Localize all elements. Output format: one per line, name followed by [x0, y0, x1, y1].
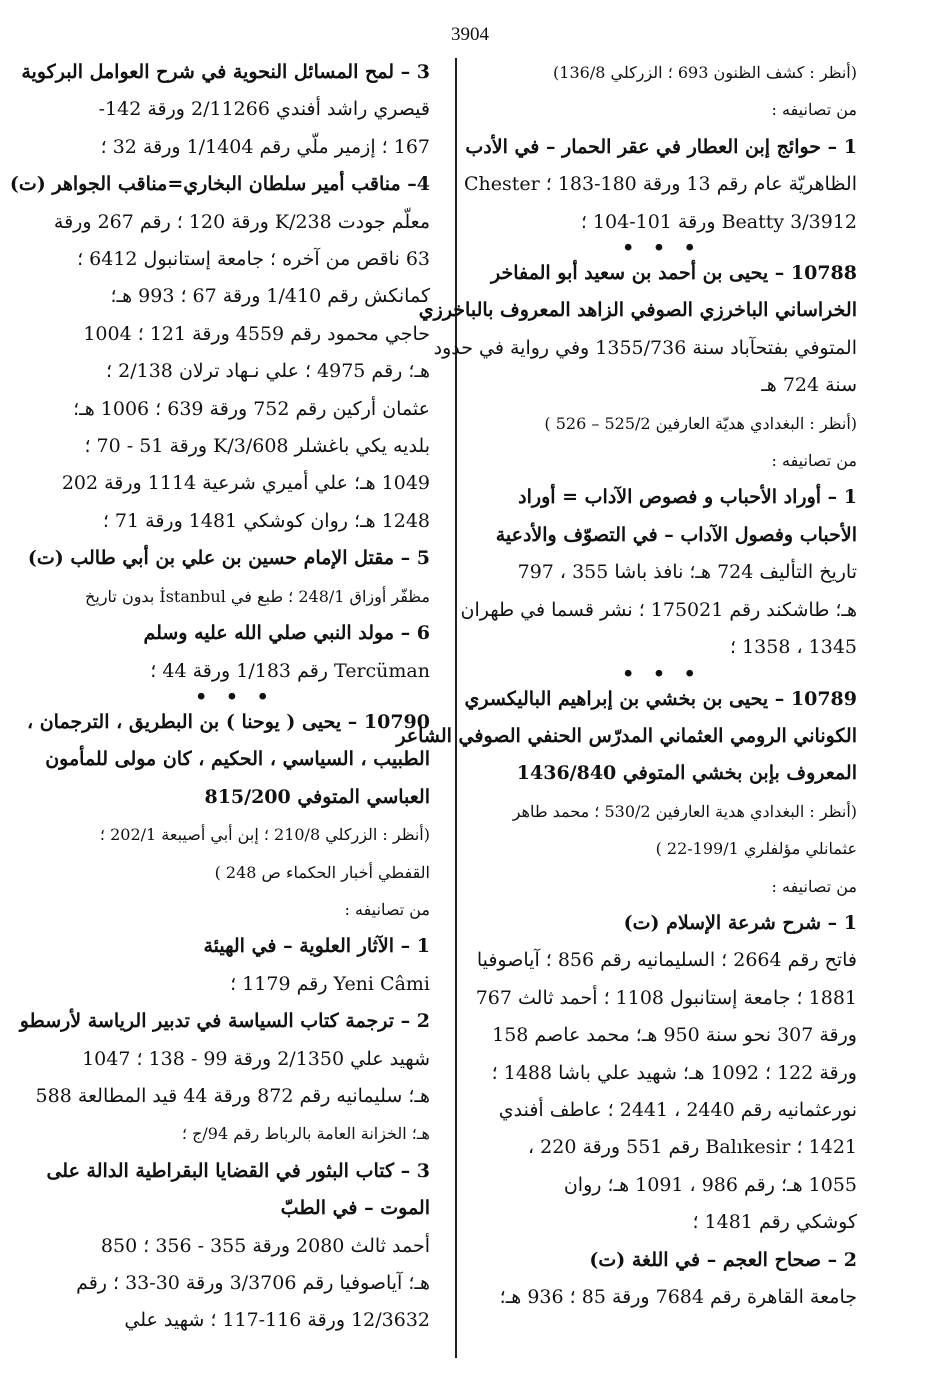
- entry-heading-line: الموت – في الطبّ: [280, 1197, 430, 1220]
- text-line: معلّم جودت 238/K ورقة 120 ؛ رقم 267 ورقة: [53, 210, 430, 233]
- text-line: 1055 هـ؛ رقم 986 ، 1091 هـ؛ روان: [563, 1173, 857, 1196]
- text-line: هـ؛ الخزانة العامة بالرباط رقم 94/ج ؛: [181, 1124, 430, 1144]
- text-line: من تصانيفه :: [771, 100, 857, 120]
- text-line: سنة 724 هـ: [761, 374, 857, 397]
- entry-separator: • • •: [622, 237, 702, 260]
- text-line: 12/3632 ورقة 116-117 ؛ شهيد علي: [124, 1309, 430, 1332]
- page-number: 3904: [451, 24, 489, 45]
- entry-heading-line: الأحباب وفصول الآداب – في التصوّف والأدعية: [495, 523, 857, 546]
- text-line: هـ؛ سليمانيه رقم 872 ورقة 44 قيد المطالعة 588: [35, 1084, 430, 1107]
- text-line: 1421 ؛ Balıkesir رقم 551 ورقة 220 ،: [528, 1136, 857, 1159]
- text-line: 1049 هـ؛ علي أميري شرعية 1114 ورقة 202: [61, 472, 430, 495]
- text-line: 1881 ؛ جامعة إستانبول 1108 ؛ أحمد ثالث 767: [475, 986, 857, 1009]
- entry-heading-line: 1 – أوراد الأحباب و فصوص الآداب = أوراد: [518, 486, 857, 509]
- text-line: 63 ناقص من آخره ؛ جامعة إستانبول 6412 ؛: [77, 248, 430, 271]
- text-line: المتوفي بفتحآباد سنة 1355/736 وفي رواية في حدود: [433, 336, 857, 359]
- text-line: نورعثمانيه رقم 2440 ، 2441 ؛ عاطف أفندي: [498, 1098, 857, 1121]
- entry-heading-line: 4– مناقب أمير سلطان البخاري=مناقب الجواهر (ت): [9, 173, 430, 196]
- text-line: عثمانلي مؤلفلري 199/1-22 ): [655, 839, 857, 859]
- text-line: حاجي محمود رقم 4559 ورقة 121 ؛ 1004: [83, 322, 430, 345]
- text-line: هـ؛ آياصوفيا رقم 3/3706 ورقة 30-33 ؛ رقم: [76, 1272, 430, 1294]
- text-line: الظاهريّة عام رقم 13 ورقة 180-183 ؛ Chester: [463, 173, 857, 196]
- text-line: (أنظر : كشف الظنون 693 ؛ الزركلي 136/8): [553, 63, 857, 82]
- entry-heading-line: 5 – مقتل الإمام حسين بن علي بن أبي طالب (ت): [27, 547, 430, 570]
- text-line: قيصري راشد أفندي 2/11266 ورقة 142-: [98, 98, 430, 121]
- right-column: [396, 54, 857, 1316]
- entry-heading-line: 1 – الآثار العلوية – في الهيئة: [203, 935, 430, 958]
- entry-heading-line: المعروف بإبن بخشي المتوفي 1436/840: [516, 762, 857, 785]
- text-line: ورقة 122 ؛ 1092 هـ؛ شهيد علي باشا 1488 ؛: [491, 1061, 857, 1084]
- text-line: Tercüman رقم 1/183 ورقة 44 ؛: [150, 659, 430, 682]
- entry-heading-line: 3 – لمح المسائل النحوية في شرح العوامل البركوية: [21, 61, 430, 83]
- text-line: 1248 هـ؛ روان كوشكي 1481 ورقة 71 ؛: [102, 509, 430, 532]
- column-divider: [455, 58, 457, 1358]
- text-line: 1345 ، 1358 ؛: [729, 636, 857, 659]
- text-line: عثمان أركين رقم 752 ورقة 639 ؛ 1006 هـ؛: [73, 397, 430, 420]
- text-line: Yeni Câmi رقم 1179 ؛: [230, 972, 430, 995]
- entry-heading-line: 6 – مولد النبي صلي الله عليه وسلم: [143, 622, 430, 645]
- entry-heading-line: 2 – صحاح العجم – في اللغة (ت): [589, 1248, 857, 1271]
- text-line: 167 ؛ إزمير ملّي رقم 1/1404 ورقة 32 ؛: [100, 135, 430, 158]
- entry-heading-line: 10789 – يحيى بن بخشي بن إبراهيم الباليكسري: [464, 687, 857, 710]
- text-line: هـ؛ طاشكند رقم 175021 ؛ نشر قسما في طهران: [460, 598, 857, 621]
- entry-heading-line: 3 – كتاب البثور في القضايا البقراطية الدالة على: [46, 1159, 430, 1182]
- entry-heading-line: الطبيب ، السياسي ، الحكيم ، كان مولى للمأمون: [45, 748, 430, 771]
- text-line: Beatty 3/3912 ورقة 101-104 ؛: [580, 210, 857, 233]
- entry-heading-line: 1 – حوائج إبن العطار في عقر الحمار – في الأدب: [465, 135, 857, 158]
- text-line: هـ؛ رقم 4975 ؛ علي نـهاد ترلان 2/138 ؛: [106, 360, 430, 383]
- text-line: ورقة 307 نحو سنة 950 هـ؛ محمد عاصم 158: [492, 1024, 857, 1047]
- text-line: بلديه يكي باغشلر 3/608/K ورقة 51 - 70 ؛: [84, 435, 430, 458]
- text-line: مظفّر أوزاق 248/1 ؛ طبع في İstanbul بدون تاريخ: [85, 586, 430, 606]
- text-line: كوشكي رقم 1481 ؛: [692, 1211, 857, 1234]
- text-line: (أنظر : البغدادي هديّة العارفين 525/2 – 526 ): [544, 413, 857, 433]
- text-line: من تصانيفه :: [771, 876, 857, 896]
- text-line: (أنظر : البغدادي هدية العارفين 530/2 ؛ محمد طاهر: [512, 801, 857, 821]
- entry-heading-line: الخراساني الباخرزي الصوفي الزاهد المعروف بالباخرزي: [418, 299, 857, 322]
- entry-heading-line: العباسي المتوفي 815/200: [204, 785, 430, 808]
- entry-heading-line: 10790 – يحيى ( يوحنا ) بن البطريق ، الترجمان ،: [26, 710, 430, 733]
- entry-heading-line: 1 – شرح شرعة الإسلام (ت): [623, 911, 857, 934]
- text-line: جامعة القاهرة رقم 7684 ورقة 85 ؛ 936 هـ؛: [499, 1286, 857, 1308]
- left-column: [9, 54, 430, 1340]
- text-line: من تصانيفه :: [771, 451, 857, 471]
- text-line: كمانكش رقم 1/410 ورقة 67 ؛ 993 هـ؛: [110, 285, 430, 308]
- entry-heading-line: 10788 – يحيى بن أحمد بن سعيد أبو المفاخر: [491, 262, 857, 285]
- text-line: (أنظر : الزركلي 210/8 ؛ إبن أبي أصيبعة 202/1 ؛: [99, 825, 430, 845]
- entry-heading-line: 2 – ترجمة كتاب السياسة في تدبير الرياسة لأرسطو: [19, 1010, 430, 1033]
- entry-separator: • • •: [622, 662, 702, 685]
- text-line: تاريخ التأليف 724 هـ؛ نافذ باشا 355 ، 797: [517, 561, 857, 584]
- entry-separator: • • •: [195, 685, 275, 708]
- text-line: القفطي أخبار الحكماء ص 248 ): [214, 862, 430, 882]
- text-line: فاتح رقم 2664 ؛ السليمانيه رقم 856 ؛ آياصوفيا: [476, 949, 857, 972]
- text-line: أحمد ثالث 2080 ورقة 355 - 356 ؛ 850: [100, 1234, 430, 1257]
- entry-heading-line: الكوناني الرومي العثماني المدرّس الحنفي الصوفي الشاعر: [396, 724, 857, 747]
- text-line: من تصانيفه :: [344, 899, 430, 919]
- text-line: شهيد علي 2/1350 ورقة 99 - 138 ؛ 1047: [82, 1047, 430, 1070]
